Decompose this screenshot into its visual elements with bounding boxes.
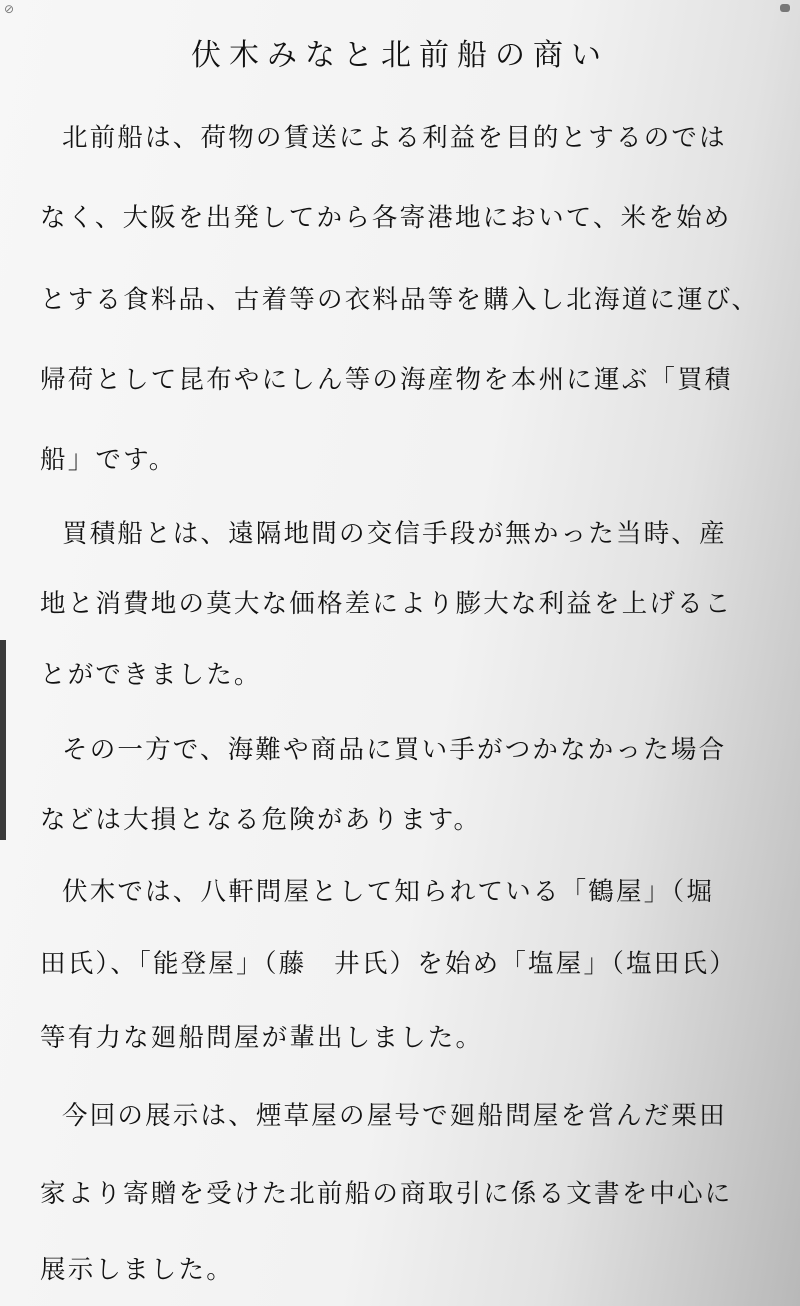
corner-mark: ⊘ [4, 2, 15, 16]
body-line: なく、大阪を出発してから各寄港地において、米を始め [40, 203, 732, 233]
body-line: とする食料品、古着等の衣料品等を購入し北海道に運び、 [40, 285, 760, 315]
body-line: 展示しました。 [40, 1255, 234, 1285]
notice-title: 伏木みなと北前船の商い [191, 38, 609, 73]
body-line: 船」です。 [40, 445, 177, 475]
body-line: 帰荷として昆布やにしん等の海産物を本州に運ぶ「買積 [40, 365, 733, 395]
body-line: 等有力な廻船問屋が輩出しました。 [40, 1023, 484, 1053]
body-line: 地と消費地の莫大な価格差により膨大な利益を上げるこ [40, 589, 733, 619]
body-line: 家より寄贈を受けた北前船の商取引に係る文書を中心に [40, 1179, 733, 1209]
body-line: とができました。 [40, 660, 262, 690]
corner-speck [780, 4, 790, 12]
board-edge-shadow [0, 640, 6, 840]
body-line: その一方で、海難や商品に買い手がつかなかった場合 [62, 735, 727, 765]
body-line: 買積船とは、遠隔地間の交信手段が無かった当時、産 [62, 519, 727, 549]
body-line: 伏木では、八軒問屋として知られている「鶴屋」（堀 [62, 877, 715, 907]
body-line: 今回の展示は、煙草屋の屋号で廻船問屋を営んだ栗田 [62, 1101, 727, 1131]
body-line: 北前船は、荷物の賃送による利益を目的とするのでは [62, 123, 727, 153]
body-line: 田氏）、「能登屋」（藤 井氏）を始め「塩屋」（塩田氏） [40, 949, 737, 979]
body-line: などは大損となる危険があります。 [40, 805, 482, 835]
